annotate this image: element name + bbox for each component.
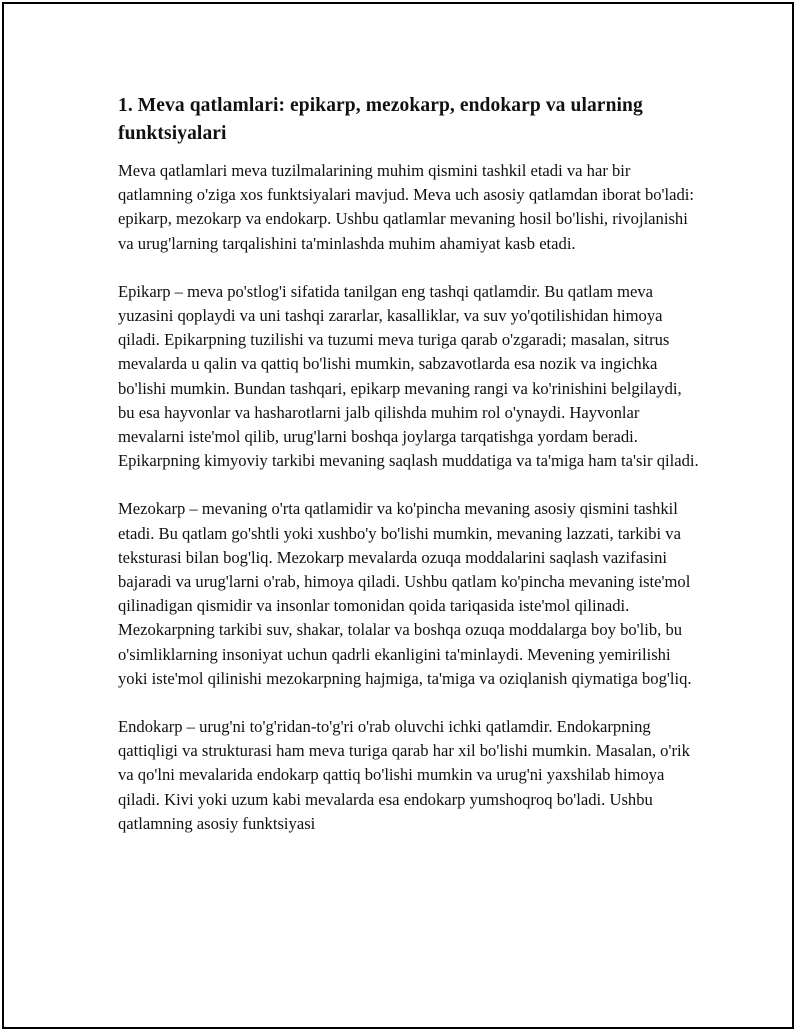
paragraph-epikarp: Epikarp – meva po'stlog'i sifatida tanilgan eng tashqi qatlamdir. Bu qatlam meva yuzasini qoplaydi va uni tashqi zararlar, kasalliklar, va suv yo'qotilishidan himoya qiladi. Epikarpning tuzilishi va tuzumi meva turiga qarab o'zgaradi; masalan, sitrus mevalarda u qalin va qattiq bo'lishi mumkin, sabzavotlarda esa nozik va ingichka bo'lishi mumkin. Bundan tashqari, epikarp mevaning rangi va ko'rinishini belgilaydi, bu esa hayvonlar va hasharotlarni jalb qilishda muhim rol o'ynaydi. Hayvonlar mevalarni iste'mol qilib, urug'larni boshqa joylarga tarqatishga yordam beradi. Epikarpning kimyoviy tarkibi mevaning saqlash muddatiga va ta'miga ham ta'sir qiladi.	[118, 281, 699, 471]
document-body	[118, 92, 700, 860]
paragraph-endokarp: Endokarp – urug'ni to'g'ridan-to'g'ri o'rab oluvchi ichki qatlamdir. Endokarpning qattiqligi va strukturasi ham meva turiga qarab har xil bo'lishi mumkin. Masalan, o'rik va qo'lni mevalarida endokarp qattiq bo'lishi mumkin va urug'ni yaxshilab himoya qiladi. Kivi yoki uzum kabi mevalarda esa endokarp yumshoqroq bo'ladi. Ushbu qatlamning asosiy funktsiyasi	[118, 717, 690, 833]
paragraph-mezokarp: Mezokarp – mevaning o'rta qatlamidir va ko'pincha mevaning asosiy qismini tashkil etadi. Bu qatlam go'shtli yoki xushbo'y bo'lishi mumkin, mevaning lazzati, tarkibi va teksturasi bilan bog'liq. Mezokarp mevalarda ozuqa moddalarini saqlash vazifasini bajaradi va urug'larni o'rab, himoya qiladi. Ushbu qatlam ko'pincha mevaning iste'mol qilinadigan qismidir va insonlar tomonidan qoida tariqasida iste'mol qilinadi. Mezokarpning tarkibi suv, shakar, tolalar va boshqa ozuqa moddalarga boy bo'lib, bu o'simliklarning insoniyat uchun qadrli ekanligini ta'minlaydi. Mevening yemirilishi yoki iste'mol qilinishi mezokarpning hajmiga, ta'miga va oziqlanish qiymatiga bog'liq.	[118, 499, 692, 688]
section-heading: 1. Meva qatlamlari: epikarp, mezokarp, endokarp va ularning funktsiyalari	[118, 95, 643, 144]
paragraph-intro: Meva qatlamlari meva tuzilmalarining muhim qismini tashkil etadi va har bir qatlamning o'ziga xos funktsiyalari mavjud. Meva uch asosiy qatlamdan iborat bo'ladi: epikarp, mezokarp va endokarp. Ushbu qatlamlar mevaning hosil bo'lishi, rivojlanishi va urug'larning tarqalishini ta'minlashda muhim ahamiyat kasb etadi.	[118, 161, 695, 253]
